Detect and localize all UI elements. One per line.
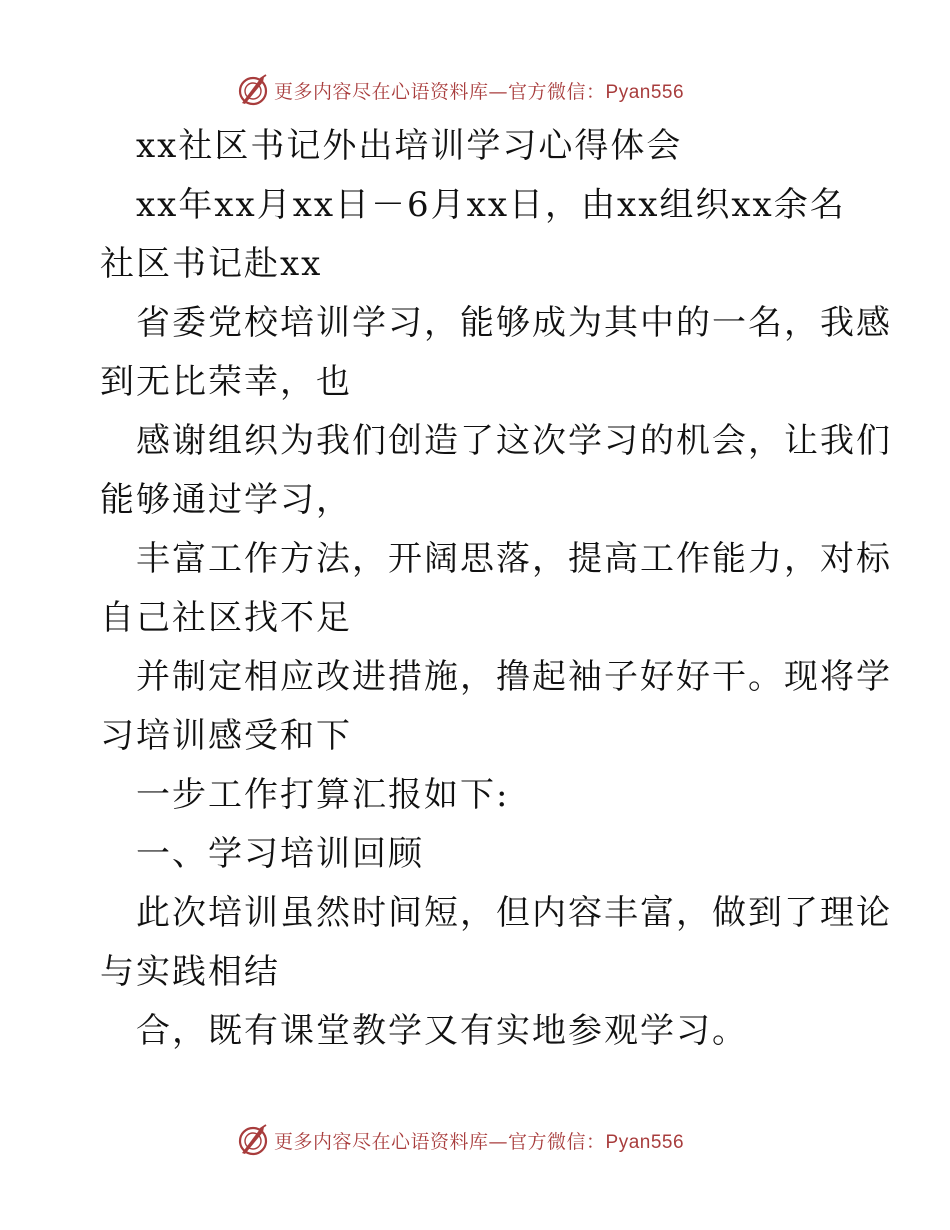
text-line: 并制定相应改进措施，撸起袖子好好干。现将学 <box>136 657 892 697</box>
watermark-banner-bottom <box>0 1120 950 1160</box>
text-line: 自己社区找不足 <box>100 598 352 638</box>
watermark-banner-top <box>0 70 950 110</box>
text-line: 社区书记赴xx <box>100 244 323 284</box>
text-line: xx年xx月xx日－6月xx日，由xx组织xx余名 <box>136 185 846 225</box>
text-line: 感谢组织为我们创造了这次学习的机会，让我们 <box>136 421 892 461</box>
text-line: 与实践相结 <box>100 952 280 992</box>
wechat-id: Pyan556 <box>605 1131 685 1153</box>
section-heading: 一、学习培训回顾 <box>136 834 424 874</box>
document-title: xx社区书记外出培训学习心得体会 <box>136 126 683 166</box>
wechat-id: Pyan556 <box>605 81 685 103</box>
text-line: 习培训感受和下 <box>100 716 352 756</box>
watermark-content <box>236 70 684 110</box>
quill-seal-icon <box>236 73 270 107</box>
watermark-text: 更多内容尽在心语资料库—官方微信：Pyan556 <box>274 80 685 103</box>
watermark-content <box>236 1120 684 1160</box>
quill-seal-icon <box>236 1123 270 1157</box>
text-line: 到无比荣幸，也 <box>100 362 352 402</box>
text-line: 合，既有课堂教学又有实地参观学习。 <box>136 1011 748 1051</box>
watermark-text: 更多内容尽在心语资料库—官方微信：Pyan556 <box>274 1130 685 1153</box>
text-line: 丰富工作方法，开阔思落，提高工作能力，对标 <box>136 539 892 579</box>
text-line: 省委党校培训学习，能够成为其中的一名，我感 <box>136 303 892 343</box>
text-line: 一步工作打算汇报如下: <box>136 775 510 815</box>
text-line: 此次培训虽然时间短，但内容丰富，做到了理论 <box>136 893 892 933</box>
text-line: 能够通过学习， <box>100 480 352 520</box>
